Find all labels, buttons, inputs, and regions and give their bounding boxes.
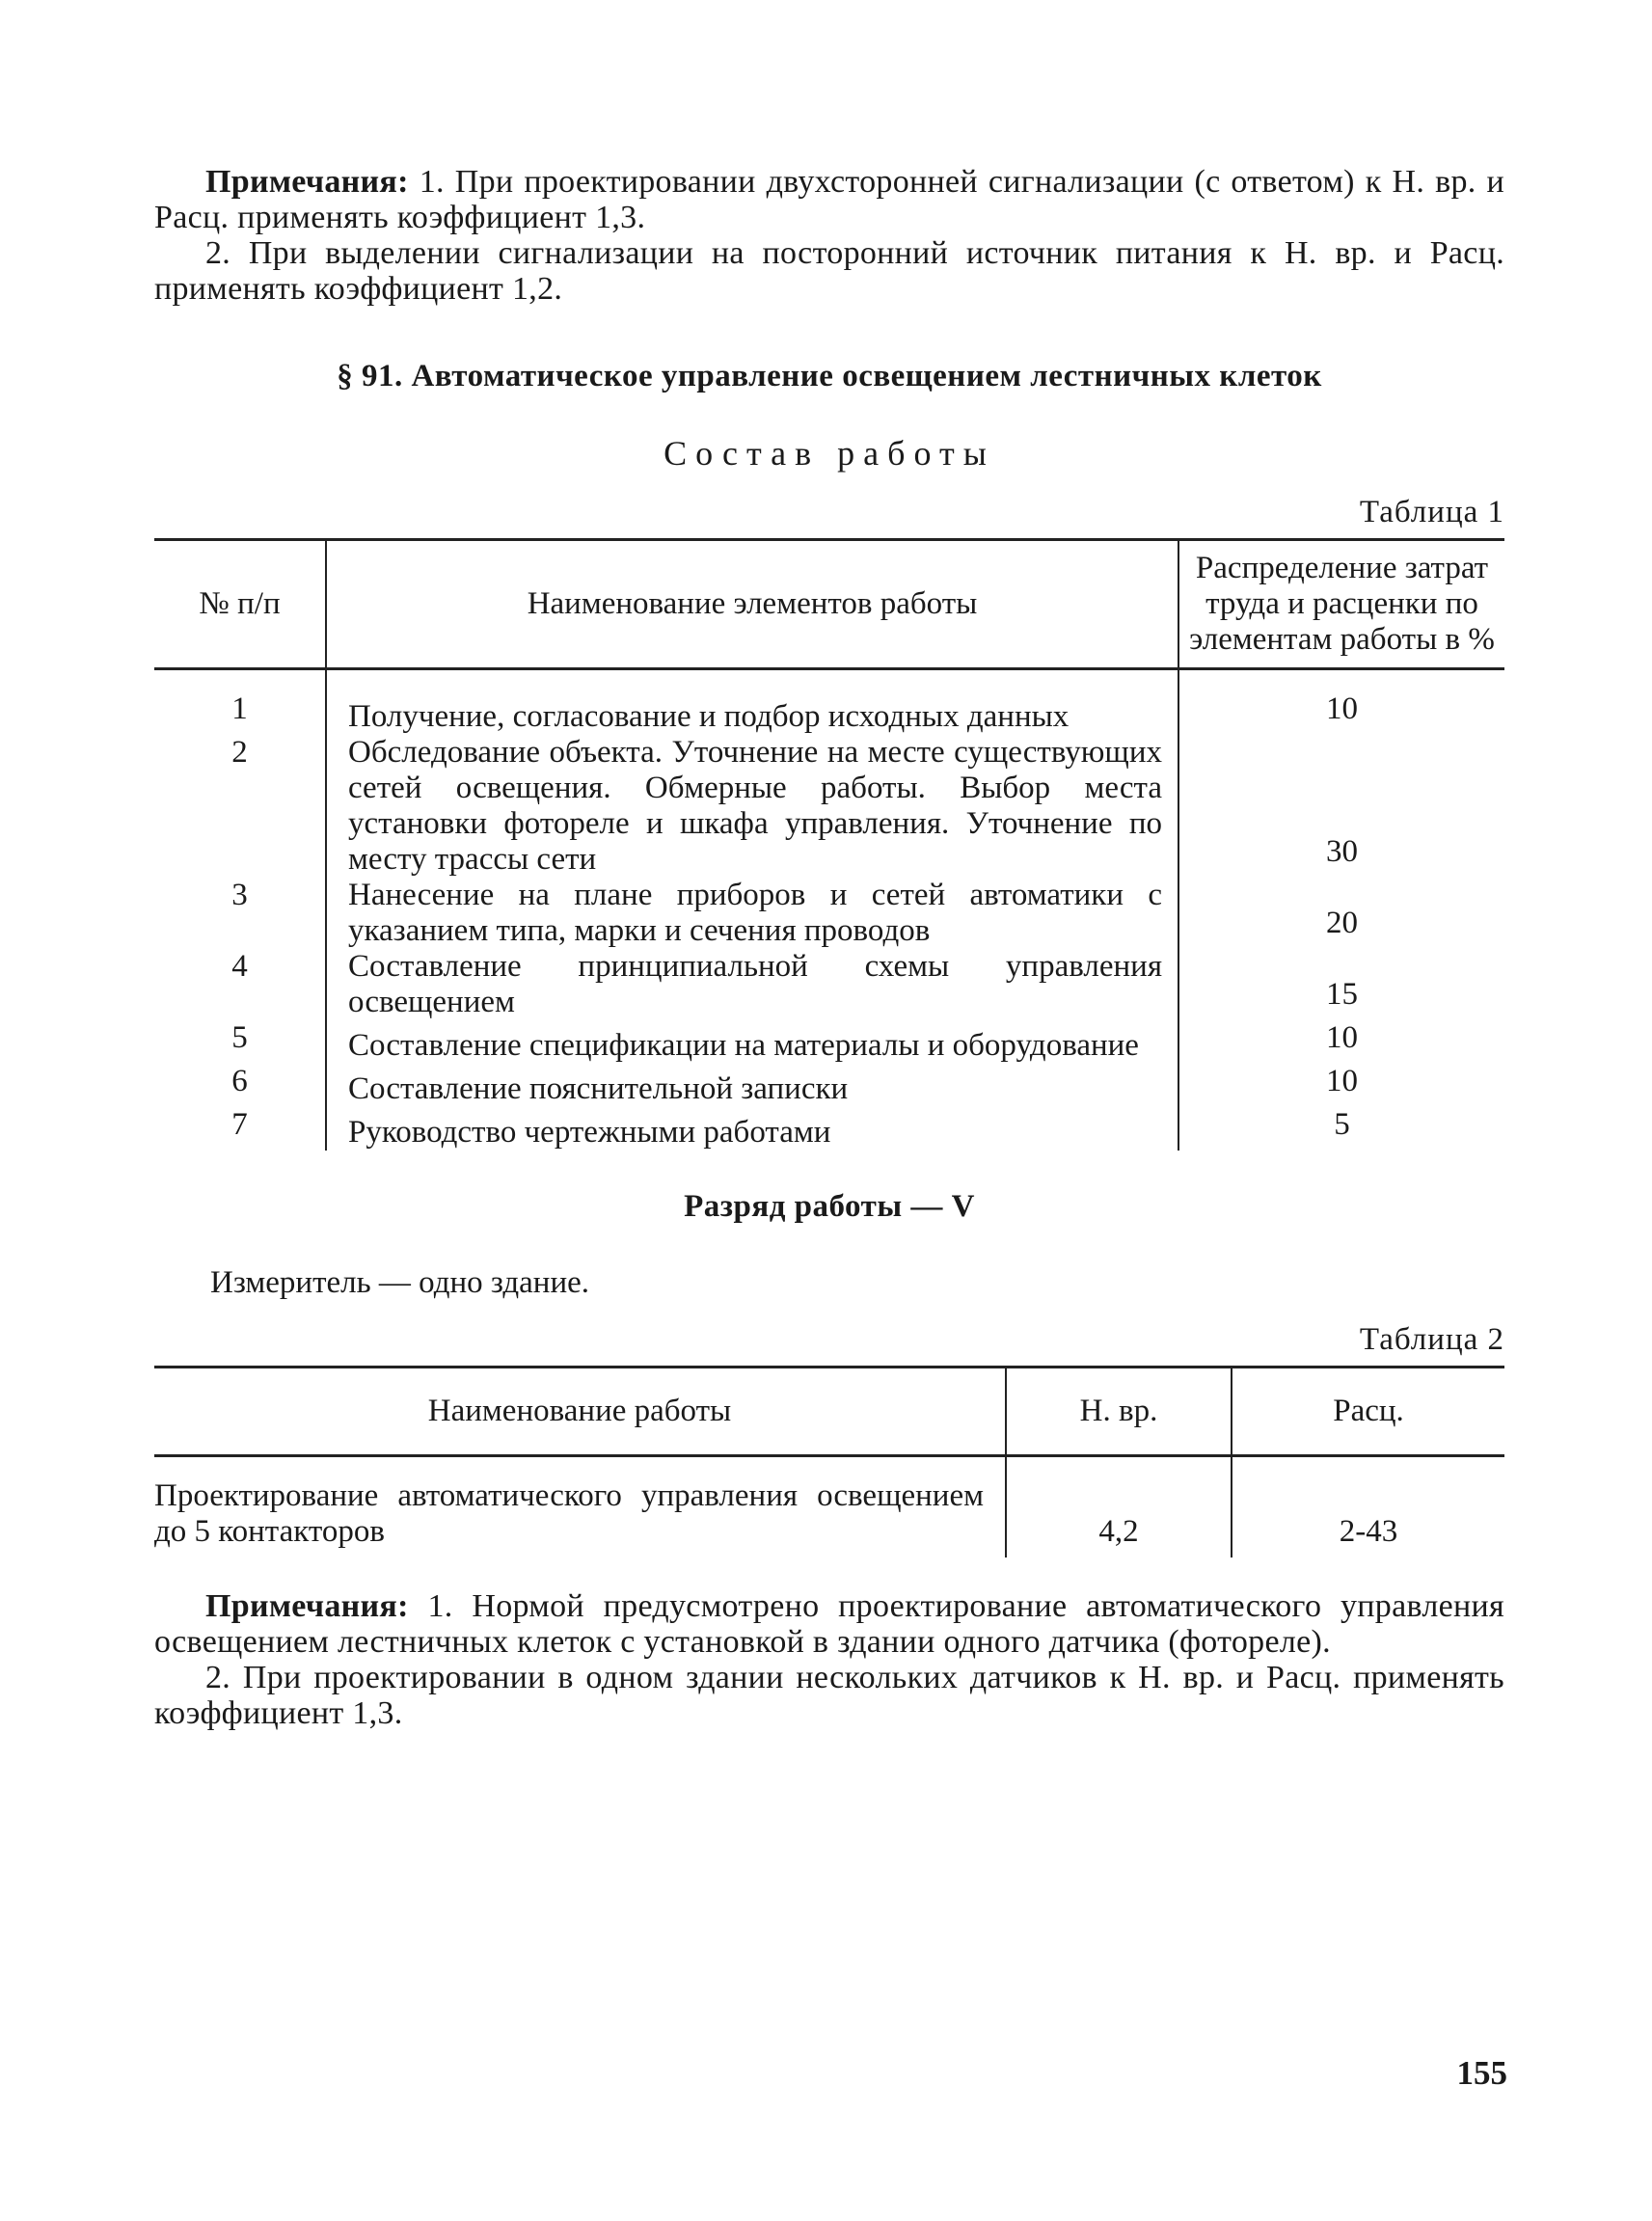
row-pct: 10 [1326,691,1358,726]
row-pct: 20 [1326,906,1358,940]
table-row [154,669,1504,736]
row-pct: 10 [1326,1064,1358,1098]
table-row [154,1020,1504,1064]
row-name: Составление принципиальной схемы управления освещением [326,949,1178,1020]
row-num: 7 [231,1107,248,1142]
row-name: Нанесение на плане приборов и сетей автоматики с указанием типа, марки и сечения проводов [326,878,1178,949]
table1-header-name: Наименование элементов работы [326,540,1178,669]
row-num: 2 [231,735,248,770]
row-name: Руководство чертежными работами [326,1107,1178,1151]
table2-header-nvr: Н. вр. [1006,1368,1232,1456]
table-row [154,1456,1504,1558]
row-pct: 10 [1326,1020,1358,1055]
section-title: § 91. Автоматическое управление освещением лестничных клеток [337,359,1322,393]
row-num: 3 [231,878,248,912]
top-note-1 [154,164,1504,235]
table-row [154,1064,1504,1107]
page-number: 155 [1456,2054,1507,2092]
row-pct: 15 [1326,977,1358,1012]
row-name: Обследование объекта. Уточнение на месте существующих сетей освещения. Обмерные работы. Выбор места установки фотореле и шкафа управления. Уточнение по месту трассы сети [326,735,1178,878]
top-notes-label: Примечания: [205,164,409,200]
row-name: Составление пояснительной записки [326,1064,1178,1107]
top-notes [154,164,1504,307]
table1-header-num: № п/п [154,540,326,669]
section-subtitle: Состав работы [664,434,995,473]
row-num: 6 [231,1064,248,1098]
table2-header-row [154,1368,1504,1456]
row-num: 4 [231,949,248,984]
row-rasc: 2-43 [1339,1514,1398,1549]
top-note-1-text: 1. При проектировании двухсторонней сигнализации (с ответом) к Н. вр. и Расц. применять коэффициент 1,3. [154,164,1504,235]
bottom-note-2: 2. При проектировании в одном здании нескольких датчиков к Н. вр. и Расц. применять коэффициент 1,3. [154,1660,1504,1731]
table-row [154,949,1504,1020]
page-content [154,164,1504,1731]
row-num: 1 [231,691,248,726]
row-name: Составление спецификации на материалы и оборудование [326,1020,1178,1064]
bottom-notes [154,1588,1504,1731]
table-row [154,878,1504,949]
bottom-note-1-text: 1. Нормой предусмотрено проектирование автоматического управления освещением лестничных клеток с установкой в здании одного датчика (фотореле). [154,1588,1504,1660]
table1-label: Таблица 1 [1359,495,1504,529]
measure-unit: Измеритель — одно здание. [210,1265,590,1300]
work-grade: Разряд работы — V [684,1189,975,1224]
table1-header-pct: Распределение затрат труда и расценки по элементам работы в % [1178,540,1504,669]
bottom-note-1 [154,1588,1504,1660]
table2-header-rasc: Расц. [1232,1368,1504,1456]
row-nvr: 4,2 [1006,1456,1232,1558]
table-row [154,735,1504,878]
table2-header-name: Наименование работы [154,1368,1006,1456]
table1 [154,538,1504,1151]
row-pct: 5 [1334,1107,1350,1142]
table-row [154,1107,1504,1151]
table1-header-row [154,540,1504,669]
row-pct: 30 [1326,834,1358,869]
top-note-2: 2. При выделении сигнализации на посторонний источник питания к Н. вр. и Расц. применять коэффициент 1,2. [154,235,1504,307]
table2-label: Таблица 2 [1359,1322,1504,1357]
bottom-notes-label: Примечания: [205,1588,409,1624]
table2 [154,1366,1504,1557]
row-num: 5 [231,1020,248,1055]
row-name: Проектирование автоматического управления освещением до 5 контакторов [154,1478,984,1549]
row-name: Получение, согласование и подбор исходных данных [326,669,1178,736]
